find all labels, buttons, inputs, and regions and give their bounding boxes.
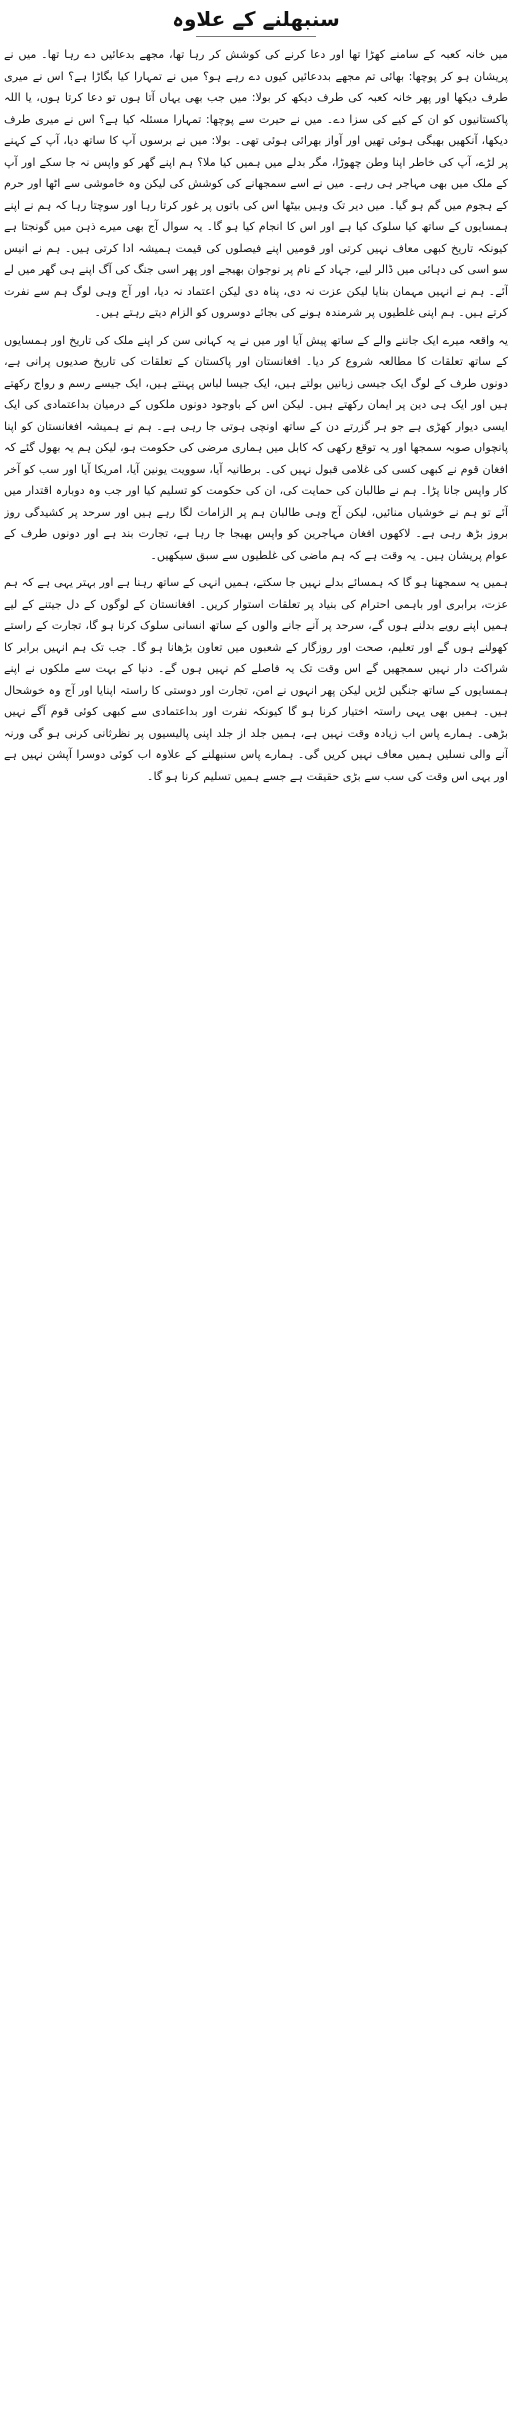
article-title: سنبھلنے کے علاوہ xyxy=(172,7,340,31)
title-underline xyxy=(196,36,316,37)
article-paragraph-3: ہمیں یہ سمجھنا ہو گا کہ ہمسائے بدلے نہیں جا سکتے، ہمیں انہی کے ساتھ رہنا ہے اور بہتر یہی ہے کہ ہم عزت، برابری اور باہمی احترام کی بنیاد پر تعلقات استوار کریں۔ افغانستان کے لوگوں کے دل جیتنے کے لیے ہمیں اپنے رویے بدلنے ہوں گے، سرحد پر آنے جانے والوں کے ساتھ انسانی سلوک کرنا ہو گا، تجارت کے راستے کھولنے ہوں گے اور تعلیم، صحت اور روزگار کے شعبوں میں تعاون بڑھانا ہو گا۔ جب تک ہم انہیں برابر کا شراکت دار نہیں سمجھیں گے اس وقت تک یہ فاصلے کم نہیں ہوں گے۔ دنیا کے بہت سے ملکوں نے اپنے ہمسایوں کے ساتھ جنگیں لڑیں لیکن پھر انہوں نے امن، تجارت اور دوستی کا راستہ اپنایا اور آج وہ خوشحال ہیں۔ ہمیں بھی یہی راستہ اختیار کرنا ہو گا کیونکہ نفرت اور بداعتمادی سے کبھی کوئی قوم آگے نہیں بڑھی۔ ہمارے پاس اب زیادہ وقت نہیں ہے، ہمیں جلد از جلد اپنی پالیسیوں پر نظرثانی کرنی ہو گی ورنہ آنے والی نسلیں ہمیں معاف نہیں کریں گی۔ ہمارے پاس سنبھلنے کے علاوہ اب کوئی دوسرا آپشن نہیں ہے اور یہی اس وقت کی سب سے بڑی حقیقت ہے جسے ہمیں تسلیم کرنا ہو گا۔ xyxy=(4,576,508,783)
article-paragraph-1: میں خانہ کعبہ کے سامنے کھڑا تھا اور دعا کرنے کی کوشش کر رہا تھا، مجھے بدعائیں دے رہا تھا۔ میں نے پریشان ہو کر پوچھا: بھائی تم مجھے بددعائیں کیوں دے رہے ہو؟ میں نے تمہارا کیا بگاڑا ہے؟ اس نے میری طرف دیکھا اور پھر خانہ کعبہ کی طرف دیکھ کر بولا: میں جب بھی یہاں آتا ہوں تو دعا کرتا ہوں، یا اللہ پاکستانیوں کو ان کے کیے کی سزا دے۔ میں نے حیرت سے پوچھا: تمہارا مسئلہ کیا ہے؟ اس نے میری طرف دیکھا، آنکھیں بھیگی ہوئی تھیں اور آواز بھرائی ہوئی تھی۔ بولا: میں نے برسوں آپ کا ساتھ دیا، آپ کے کہنے پر لڑے، آپ کی خاطر اپنا وطن چھوڑا، مگر بدلے میں ہمیں کیا ملا؟ ہم اپنے گھر کو واپس نہ جا سکے اور آپ کے ملک میں بھی مہاجر ہی رہے۔ میں نے اسے سمجھانے کی کوشش کی لیکن وہ خاموشی سے اٹھا اور حرم کے ہجوم میں گم ہو گیا۔ میں دیر تک وہیں بیٹھا اس کی باتوں پر غور کرتا رہا اور سوچتا رہا کہ ہم نے اپنے ہمسایوں کے ساتھ کیا سلوک کیا ہے اور اس کا انجام کیا ہو گا۔ یہ سوال آج بھی میرے ذہن میں گونجتا ہے کیونکہ تاریخ کبھی معاف نہیں کرتی اور قومیں اپنے فیصلوں کی قیمت ہمیشہ ادا کرتی ہیں۔ ہم نے انیس سو اسی کی دہائی میں ڈالر لیے، جہاد کے نام پر نوجوان بھیجے اور پھر اسی جنگ کی آگ اپنے ہی گھر میں لے آئے۔ ہم نے انہیں مہمان بنایا لیکن عزت نہ دی، پناہ دی لیکن اعتماد نہ دیا، اور آج وہی لوگ ہم سے نفرت کرتے ہیں۔ ہم اپنی غلطیوں پر شرمندہ ہونے کی بجائے دوسروں کو الزام دیتے رہتے ہیں۔ xyxy=(4,48,508,319)
article-paragraph-2: یہ واقعہ میرے ایک جاننے والے کے ساتھ پیش آیا اور میں نے یہ کہانی سن کر اپنے ملک کی تاریخ اور ہمسایوں کے ساتھ تعلقات کا مطالعہ شروع کر دیا۔ افغانستان اور پاکستان کے تعلقات کی تاریخ صدیوں پرانی ہے، دونوں طرف کے لوگ ایک جیسی زبانیں بولتے ہیں، ایک جیسا لباس پہنتے ہیں، ایک جیسے رسم و رواج رکھتے ہیں اور ایک ہی دین پر ایمان رکھتے ہیں۔ لیکن اس کے باوجود دونوں ملکوں کے درمیان بداعتمادی کی ایک ایسی دیوار کھڑی ہے جو ہر گزرتے دن کے ساتھ اونچی ہوتی جا رہی ہے۔ ہم نے ہمیشہ افغانستان کو اپنا پانچواں صوبہ سمجھا اور یہ توقع رکھی کہ کابل میں ہماری مرضی کی حکومت ہو، لیکن ہم یہ بھول گئے کہ افغان قوم نے کبھی کسی کی غلامی قبول نہیں کی۔ برطانیہ آیا، سوویت یونین آیا، امریکا آیا اور سب کو آخر کار واپس جانا پڑا۔ ہم نے طالبان کی حمایت کی، ان کی حکومت کو تسلیم کیا اور جب وہ دوبارہ اقتدار میں آئے تو ہم نے خوشیاں منائیں، لیکن آج وہی طالبان ہم پر الزامات لگا رہے ہیں اور سرحد پر کشیدگی روز بروز بڑھ رہی ہے۔ لاکھوں افغان مہاجرین کو واپس بھیجا جا رہا ہے، تجارت بند ہے اور دونوں طرف کے عوام پریشان ہیں۔ یہ وقت ہے کہ ہم ماضی کی غلطیوں سے سبق سیکھیں۔ xyxy=(4,333,508,562)
article-body xyxy=(4,44,508,2416)
article-header xyxy=(0,2,512,42)
